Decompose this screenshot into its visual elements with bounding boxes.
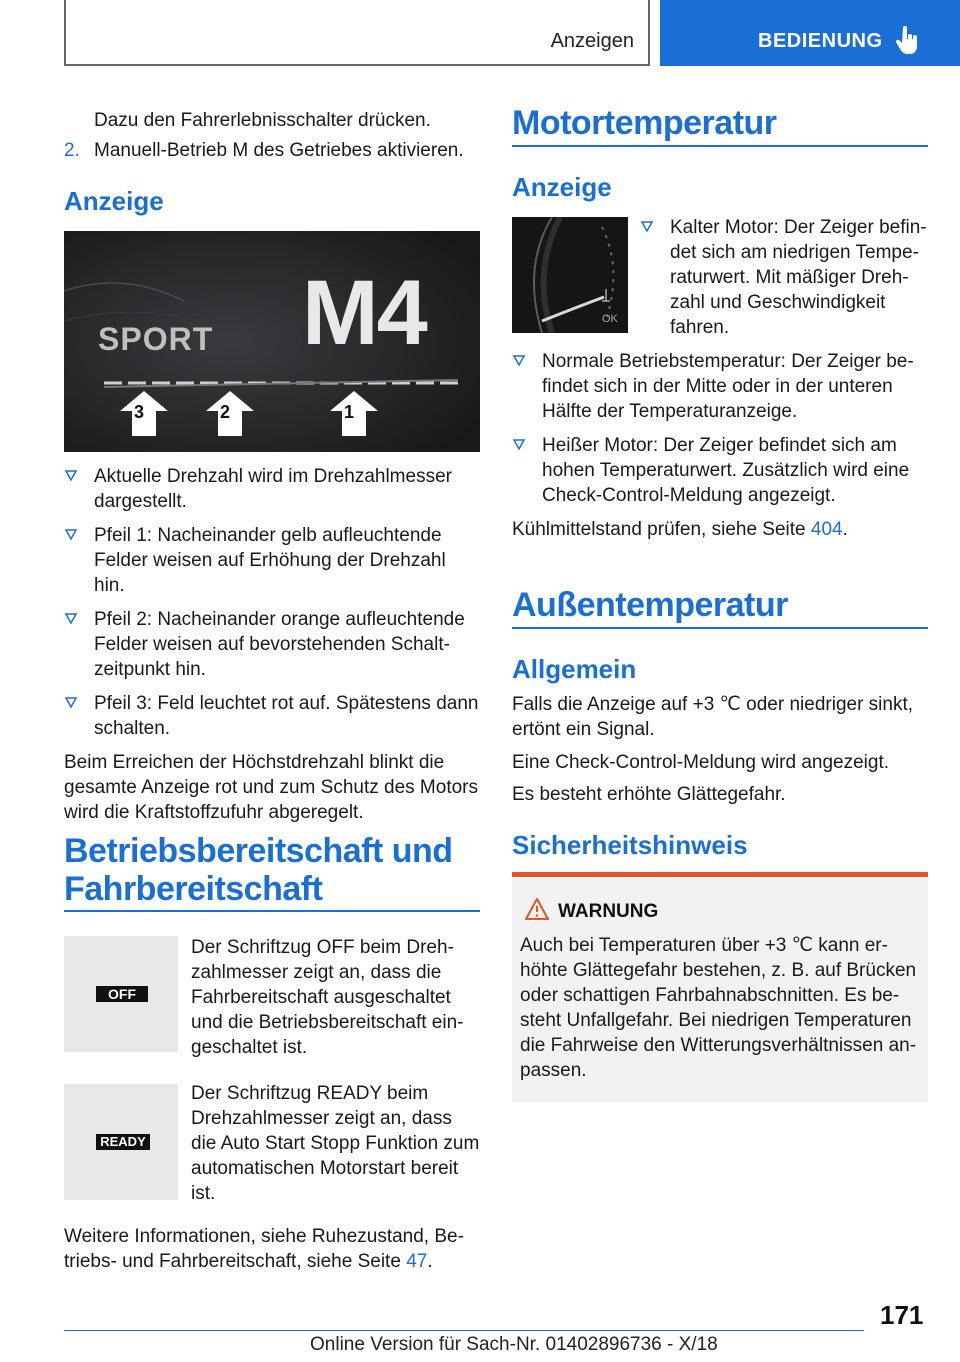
anzeige-heading-left: Anzeige <box>64 186 164 216</box>
coolant-paragraph: Kühlmittelstand prüfen, siehe Seite 404. <box>512 519 848 540</box>
ready-badge: READY <box>96 1134 150 1150</box>
arrow-2-label: 2 <box>220 402 231 422</box>
pointing-hand-icon <box>894 26 920 54</box>
header-chapter-box <box>660 0 960 66</box>
triangle-bullet-icon <box>64 469 78 483</box>
off-thumbnail <box>64 936 178 1052</box>
allgemein-paragraph-1: Falls die Anzeige auf +3 ℃ oder niedriger sinkt, ertönt ein Signal. <box>512 694 914 740</box>
triangle-bullet-icon <box>512 438 526 452</box>
list-item: Pfeil 3: Feld leuchtet rot auf. Spätestens dann schalten. <box>64 691 480 741</box>
triangle-bullet-icon <box>512 354 526 368</box>
warning-box <box>512 872 928 1102</box>
left-bullet-list <box>64 464 480 825</box>
list-item: Heißer Motor: Der Zeiger befindet sich am hohen Temperaturwert. Zusätzlich wird eine Check-Control-Meldung angezeigt. <box>512 433 928 508</box>
anzeige-heading-right: Anzeige <box>512 172 612 202</box>
header-chapter-label: BEDIENUNG <box>758 30 883 52</box>
temperature-gauge-image <box>512 217 628 333</box>
arrow-3-label: 3 <box>134 402 145 422</box>
header-section-box <box>64 0 650 66</box>
step-2-text: Manuell-Betrieb M des Getriebes aktivieren. <box>94 140 464 161</box>
step-2 <box>64 138 480 163</box>
allgemein-heading: Allgemein <box>512 654 637 684</box>
off-badge: OFF <box>96 986 148 1002</box>
sport-label: SPORT <box>98 321 214 357</box>
list-item: Pfeil 1: Nacheinander gelb aufleuchtende Felder weisen auf Erhöhung der Drehzahl hin. <box>64 523 480 598</box>
allgemein-paragraph-3: Es besteht erhöhte Glättegefahr. <box>512 784 786 805</box>
page-link-404[interactable]: 404 <box>810 519 843 540</box>
motor-heading-rule <box>512 145 928 147</box>
betrieb-heading-rule <box>64 910 480 912</box>
off-text: Der Schriftzug OFF beim Drehzahlmesser zeigt an, dass die Fahrbereitschaft ausgeschaltet und die Betriebsbereitschaft eingeschaltet ist. <box>191 937 464 1058</box>
more-info-paragraph: Weitere Informationen, siehe Ruhezustand, Betriebs- und Fahrbereitschaft, siehe Seite 47. <box>64 1226 464 1272</box>
list-item: Aktuelle Drehzahl wird im Drehzahlmesser dargestellt. <box>64 464 480 514</box>
aussen-heading-rule <box>512 627 928 629</box>
gear-label: M4 <box>302 262 426 364</box>
sicher-heading: Sicherheitshinweis <box>512 830 748 860</box>
header-section-label: Anzeigen <box>550 30 634 52</box>
triangle-bullet-icon <box>64 528 78 542</box>
warning-text: Auch bei Temperaturen über +3 ℃ kann erhöhte Glättegefahr bestehen, z. B. auf Brücken oder schattigen Fahrbahnabschnitten. Es besteht Unfallgefahr. Bei niedrigen Temperaturen die Fahrweise den Witterungsverhältnissen anpassen. <box>520 935 917 1081</box>
right-bullet-list <box>512 349 928 542</box>
step-2-number: 2. <box>64 140 80 161</box>
list-item: Pfeil 2: Nacheinander orange aufleuchtende Felder weisen auf bevorstehenden Schaltzeitpunkt hin. <box>64 607 480 682</box>
motor-heading: Motortemperatur <box>512 104 777 142</box>
allgemein-paragraph-2: Eine Check-Control-Meldung wird angezeigt. <box>512 752 890 773</box>
gauge-ok-label: OK <box>602 313 618 325</box>
page-number: 171 <box>880 1300 924 1330</box>
arrow-1-label: 1 <box>344 402 355 422</box>
warning-triangle-icon <box>524 897 550 921</box>
footer-rule <box>64 1330 864 1331</box>
page-link-47[interactable]: 47 <box>406 1251 428 1272</box>
ready-thumbnail <box>64 1084 178 1200</box>
max-rpm-paragraph: Beim Erreichen der Höchstdrehzahl blinkt die gesamte Anzeige rot und zum Schutz des Motors wird die Kraftstoffzufuhr abgeregelt. <box>64 752 478 823</box>
triangle-bullet-icon <box>640 220 654 234</box>
triangle-bullet-icon <box>64 612 78 626</box>
triangle-bullet-icon <box>64 696 78 710</box>
list-item: Normale Betriebstemperatur: Der Zeiger befindet sich in der Mitte oder in der unteren Hälfte der Temperaturanzeige. <box>512 349 928 424</box>
warning-title: WARNUNG <box>558 901 659 922</box>
ready-text: Der Schriftzug READY beim Drehzahlmesser zeigt an, dass die Auto Start Stopp Funktion zum automatischen Motorstart bereit ist. <box>191 1083 480 1204</box>
aussen-heading: Außentemperatur <box>512 586 788 624</box>
shift-display-image <box>64 231 480 452</box>
footer-online-version: Online Version für Sach-Nr. 01402896736 - X/18 <box>310 1334 718 1355</box>
list-item: Kalter Motor: Der Zeiger befindet sich am niedrigen Temperaturwert. Mit mäßiger Drehzahl und Geschwindigkeit fahren. <box>640 215 928 340</box>
intro-line: Dazu den Fahrerlebnisschalter drücken. <box>94 110 431 131</box>
betrieb-heading: Betriebsbereitschaft und Fahrbereitschaft <box>64 832 453 908</box>
